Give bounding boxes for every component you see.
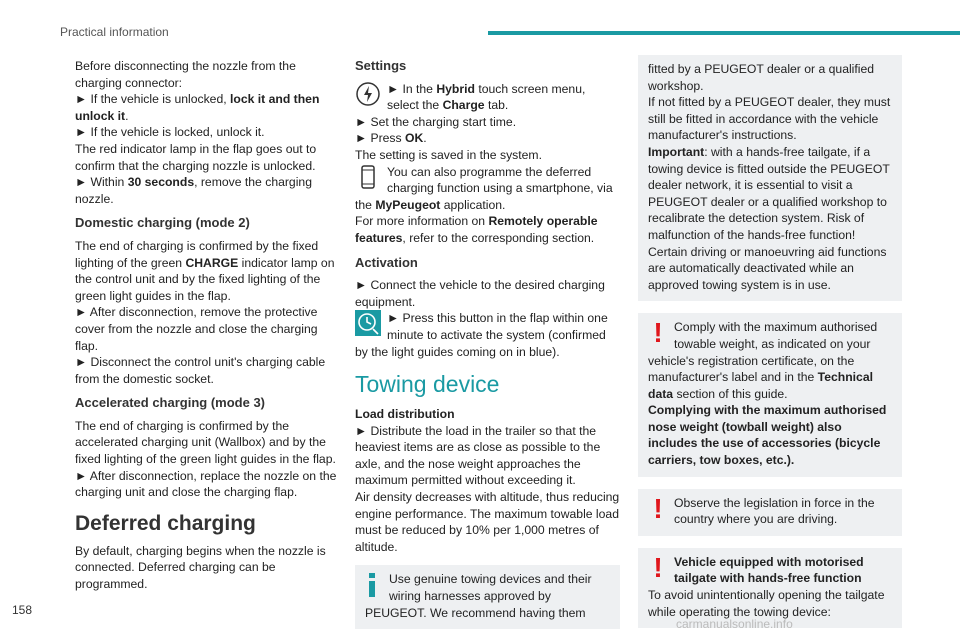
watermark: carmanualsonline.info (676, 617, 793, 631)
warning-heading: Vehicle equipped with motorised tailgate with hands-free function (674, 554, 864, 586)
heading-settings: Settings (355, 58, 407, 73)
paragraph: The setting is saved in the system. (355, 147, 542, 162)
info-text: Use genuine towing devices and their wiring harnesses approved by PEUGEOT. We recommend having them (365, 572, 592, 620)
smartphone-icon (355, 164, 381, 190)
warning-icon: ! (653, 492, 663, 524)
warning-icon: ! (653, 551, 663, 583)
step: ► After disconnection, remove the protective cover from the nozzle and close the charging flap. (75, 305, 318, 353)
running-header: Practical information (60, 25, 169, 39)
warning-box-legislation (638, 489, 902, 536)
paragraph: Important: with a hands-free tailgate, if a towing device is fitted outside the PEUGEOT dealer network, it is essential to visit a PEUGEOT dealer or a qualified workshop to recalibrate the detection system. Risk of malfunction of the hands-free function! (648, 144, 890, 242)
paragraph-smartphone: You can also programme the deferred charging function using a smartphone, via the MyPeugeot application. (355, 164, 613, 212)
warning-text: Comply with the maximum authorised towable weight, as indicated on your vehicle's registration certificate, on the manufacturer's label and in the Technical data section of this guide. (648, 320, 878, 401)
column-middle (355, 58, 620, 629)
paragraph: The end of charging is confirmed by the fixed lighting of the green CHARGE indicator lamp on the control unit and by the fixed lighting of the green light guides in the flap. (75, 238, 335, 303)
paragraph: For more information on Remotely operable features, refer to the corresponding section. (355, 214, 598, 245)
paragraph: The end of charging is confirmed by the accelerated charging unit (Wallbox) and by the fixed lighting of the green light guides in the flap. (75, 418, 336, 467)
info-box-continued (638, 55, 902, 301)
paragraph: The red indicator lamp in the flap goes out to confirm that the charging nozzle is unlocked. (75, 141, 317, 173)
hybrid-menu-icon (355, 81, 381, 107)
paragraph: fitted by a PEUGEOT dealer or a qualified workshop. (648, 62, 875, 93)
warning-text: Observe the legislation in force in the country where you are driving. (674, 495, 875, 527)
paragraph: Air density decreases with altitude, thus reducing engine performance. The maximum towable load must be reduced by 10% per 1,000 metres of altitude. (355, 490, 620, 554)
warning-box-weight (638, 313, 902, 476)
column-left (75, 58, 340, 593)
info-box (355, 565, 620, 629)
heading-towing-device: Towing device (355, 371, 500, 398)
step-remove-nozzle: ► Within 30 seconds, remove the charging nozzle. (75, 175, 312, 206)
warning-text-bold: Complying with the maximum authorised nose weight (towball weight) also includes the use of accessories (bicycle carriers, tow boxes, etc.). (648, 403, 887, 468)
paragraph: Certain driving or manoeuvring aid functions are automatically deactivated while an approved towing system is in use. (648, 244, 887, 292)
paragraph: By default, charging begins when the nozzle is connected. Deferred charging can be programmed. (75, 543, 326, 592)
heading-activation: Activation (355, 254, 418, 270)
step-activation-button: ► Press this button in the flap within one minute to activate the system (confirmed by the light guides coming on in blue). (355, 311, 608, 359)
heading-deferred-charging: Deferred charging (75, 511, 256, 535)
header-rule (488, 31, 960, 35)
step: ► Press OK. (355, 131, 427, 146)
step-unlock: ► If the vehicle is locked, unlock it. (75, 125, 265, 140)
paragraph: If not fitted by a PEUGEOT dealer, they must still be fitted in accordance with the vehicle manufacturer's instructions. (648, 95, 891, 143)
warning-icon: ! (653, 317, 663, 349)
heading-accelerated-charging: Accelerated charging (mode 3) (75, 395, 265, 411)
info-icon (365, 573, 379, 599)
step: ► After disconnection, replace the nozzle on the charging unit and close the charging flap. (75, 468, 337, 500)
step: ► Distribute the load in the trailer so that the heaviest items are as close as possible to the axle, and the nose weight approaches the maximum permitted without exceeding it. (355, 423, 601, 488)
step-hybrid-menu: ► In the Hybrid touch screen menu, select the Charge tab. (387, 81, 586, 113)
step: ► Set the charging start time. (355, 114, 517, 129)
heading-domestic-charging: Domestic charging (mode 2) (75, 215, 250, 231)
subheading-load-distribution: Load distribution (355, 407, 455, 422)
step: ► Disconnect the control unit's charging cable from the domestic socket. (75, 355, 326, 386)
warning-text: To avoid unintentionally opening the tailgate while operating the towing device: (648, 588, 885, 619)
paragraph: Before disconnecting the nozzle from the charging connector: (75, 59, 296, 90)
clock-button-icon (355, 310, 381, 336)
step: ► Connect the vehicle to the desired charging equipment. (355, 278, 605, 309)
step-lock: ► If the vehicle is unlocked, lock it and then unlock it. (75, 92, 320, 123)
column-right (638, 55, 902, 628)
page-number: 158 (12, 603, 33, 617)
